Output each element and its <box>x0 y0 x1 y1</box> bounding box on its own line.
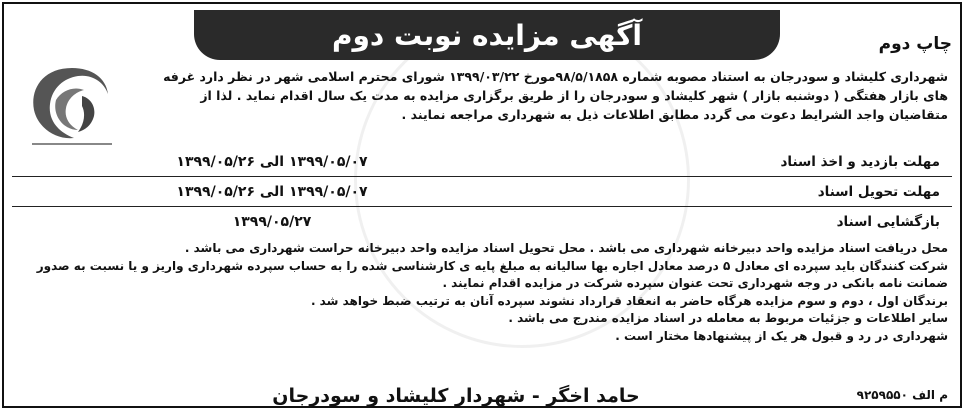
schedule-label: مهلت تحویل اسناد <box>817 183 940 200</box>
schedule-value: ۱۳۹۹/۰۵/۲۷ <box>232 214 312 230</box>
notes-list <box>12 240 948 345</box>
header-banner <box>194 10 780 60</box>
schedule-value: ۱۳۹۹/۰۵/۰۷ الی ۱۳۹۹/۰۵/۲۶ <box>176 153 368 170</box>
schedule-label: مهلت بازدید و اخذ اسناد <box>780 153 940 170</box>
schedule-row <box>12 207 952 237</box>
intro-text: به استناد مصوبه شماره ۹۸/۵/۱۸۵۸مورخ ۱۳۹۹/۰۳/۲۲ شورای محترم اسلامی شهر در نظر دارد غرفه های بازار هفتگی ( دوشنبه بازار ) شهر کلیشاد و سودرجان را از طریق برگزاری مزایده به مدت یک سال اقدام نماید . لذا از متقاضیان واجد الشرایط دعوت می گردد مطابق اطلاعات ذیل به شهرداری مراجعه نمایند . <box>163 69 948 122</box>
schedule-value: ۱۳۹۹/۰۵/۰۷ الی ۱۳۹۹/۰۵/۲۶ <box>176 183 368 200</box>
schedule-row <box>12 147 952 177</box>
schedule-row <box>12 177 952 207</box>
note-item: سایر اطلاعات و جزئیات مربوط به معامله در اسناد مزایده مندرج می باشد . <box>508 311 948 325</box>
note-item: شهرداری در رد و قبول هر یک از پیشنهادها مختار است . <box>615 328 948 343</box>
announcement-page <box>2 2 962 408</box>
organization-name: شهرداری کلیشاد و سودرجان <box>770 69 948 84</box>
page-title: آگهی مزایده نوبت دوم <box>331 18 643 52</box>
note-item: محل دریافت اسناد مزایده واحد دبیرخانه شهرداری می باشد . محل تحویل اسناد مزایده واحد دبیرخانه حراست شهرداری می باشد . <box>184 241 948 255</box>
note-item: شرکت کنندگان باید سپرده ای معادل ۵ درصد معادل اجاره بها سالیانه به مبلغ پایه ی کارشناسی شده را به حساب سپرده شهرداری واریز و یا نسبت به صدور ضمانت نامه بانکی در وجه شهرداری تحت عنوان سپرده شرکت در مزایده اقدام نمایند . <box>36 258 948 290</box>
reference-number: م الف ۹۲۵۹۵۵۰ <box>856 388 948 402</box>
signature-line: حامد اخگر - شهردار کلیشاد و سودرجان <box>272 385 640 407</box>
municipality-logo-icon <box>12 60 132 154</box>
note-item: برندگان اول ، دوم و سوم مزایده هرگاه حاضر به انعقاد قرارداد نشوند سپرده آنان به ترتیب ضبط خواهد شد . <box>310 293 948 308</box>
print-edition-label: چاپ دوم <box>878 34 952 54</box>
schedule-label: بازگشایی اسناد <box>836 214 940 230</box>
schedule-table <box>12 147 952 238</box>
intro-paragraph <box>148 67 948 124</box>
